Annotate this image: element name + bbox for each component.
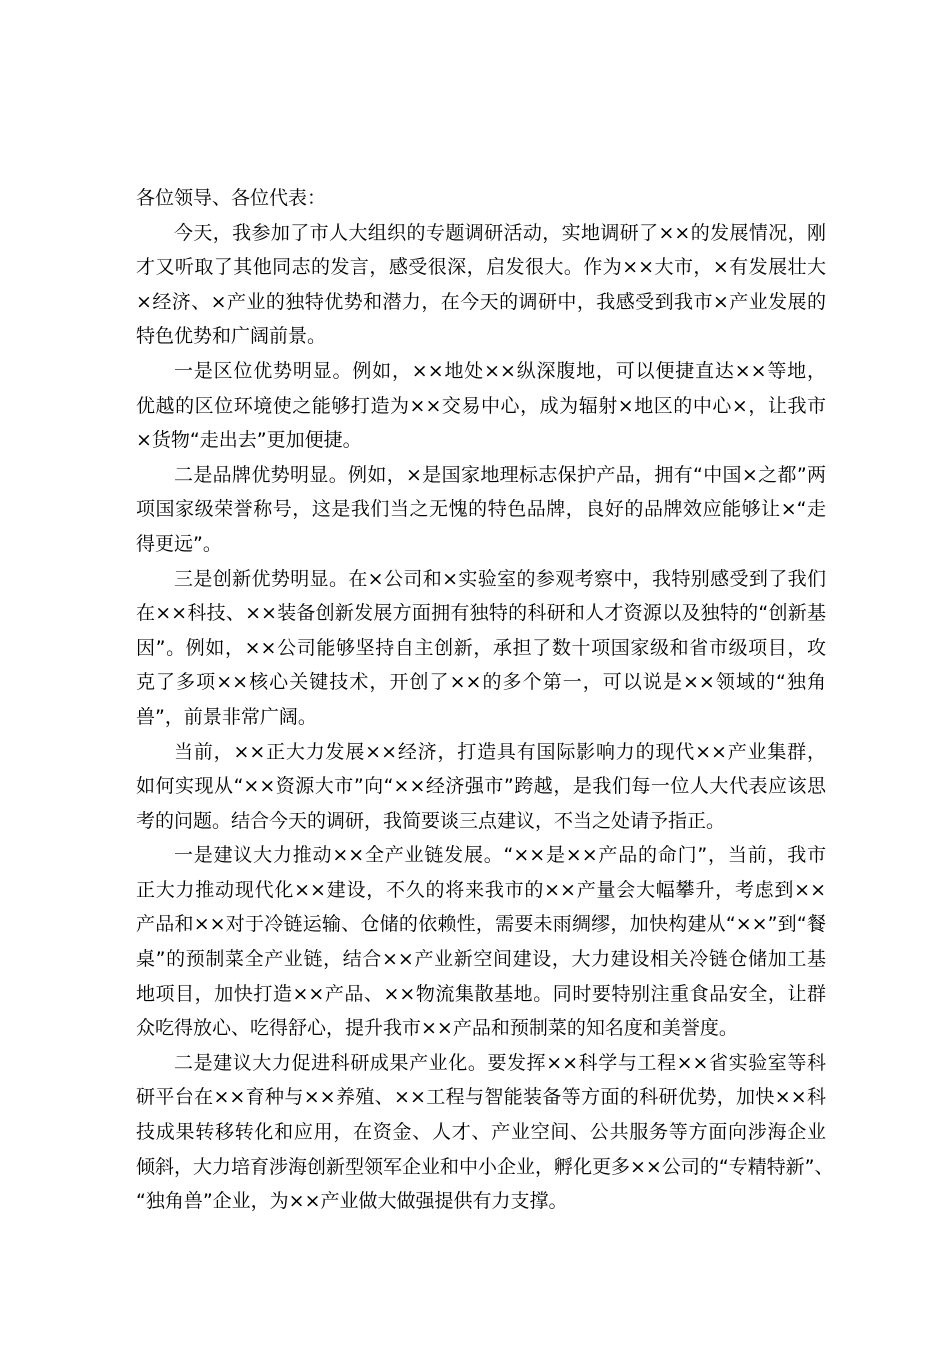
paragraph-transition (136, 735, 826, 839)
text-line: ×经济、×产业的独特优势和潜力，在今天的调研中，我感受到我市×产业发展的 (136, 290, 826, 313)
text-line: 因”。例如，××公司能够坚持自主创新，承担了数十项国家级和省市级项目，攻 (136, 636, 826, 659)
text-line: 才又听取了其他同志的发言，感受很深，启发很大。作为××大市，×有发展壮大 (136, 256, 826, 279)
text-line: 一是区位优势明显。例如，××地处××纵深腹地，可以便捷直达××等地， (174, 359, 826, 382)
paragraph-brand-advantage (136, 458, 826, 562)
salutation: 各位领导、各位代表： (136, 187, 327, 209)
text-line: 考的问题。结合今天的调研，我简要谈三点建议，不当之处请予指正。 (136, 809, 726, 832)
speech-body (136, 181, 834, 1219)
text-line: 克了多项××核心关键技术，开创了××的多个第一，可以说是××领域的“独角 (136, 671, 826, 694)
paragraph-suggestion-one (136, 838, 826, 1046)
text-line: 今天，我参加了市人大组织的专题调研活动，实地调研了××的发展情况，刚 (174, 221, 826, 244)
text-line: 当前，××正大力发展××经济，打造具有国际影响力的现代××产业集群， (174, 740, 826, 763)
text-line: 产品和××对于冷链运输、仓储的依赖性，需要未雨绸缪，加快构建从“××”到“餐 (136, 913, 826, 936)
text-line: “独角兽”企业，为××产业做大做强提供有力支撑。 (136, 1190, 568, 1213)
text-line: 项国家级荣誉称号，这是我们当之无愧的特色品牌，良好的品牌效应能够让×“走 (136, 498, 826, 521)
text-line: 技成果转移转化和应用，在资金、人才、产业空间、公共服务等方面向涉海企业 (136, 1121, 826, 1144)
paragraph-opening (136, 216, 826, 354)
text-line: 特色优势和广阔前景。 (136, 325, 327, 348)
text-line: 三是创新优势明显。在×公司和×实验室的参观考察中，我特别感受到了我们 (174, 567, 826, 590)
text-line: 研平台在××育种与××养殖、××工程与智能装备等方面的科研优势，加快××科 (136, 1086, 826, 1109)
text-line: 在××科技、××装备创新发展方面拥有独特的科研和人才资源以及独特的“创新基 (136, 602, 826, 625)
text-line: 二是建议大力促进科研成果产业化。要发挥××科学与工程××省实验室等科 (174, 1051, 826, 1074)
text-line: 地项目，加快打造××产品、××物流集散基地。同时要特别注重食品安全，让群 (136, 982, 826, 1005)
text-line: ×货物“走出去”更加便捷。 (136, 429, 362, 452)
paragraph-location-advantage (136, 354, 826, 458)
text-line: 倾斜，大力培育涉海创新型领军企业和中小企业，孵化更多××公司的“专精特新”、 (136, 1155, 834, 1178)
paragraph-innovation-advantage (136, 562, 826, 735)
text-line: 兽”，前景非常广阔。 (136, 705, 317, 728)
text-line: 一是建议大力推动××全产业链发展。“××是××产品的命门”，当前，我市 (174, 844, 826, 867)
text-line: 优越的区位环境使之能够打造为××交易中心，成为辐射×地区的中心×，让我市 (136, 394, 826, 417)
text-line: 如何实现从“××资源大市”向“××经济强市”跨越，是我们每一位人大代表应该思 (136, 775, 826, 798)
text-line: 二是品牌优势明显。例如，×是国家地理标志保护产品，拥有“中国×之都”两 (174, 463, 826, 486)
text-line: 得更远”。 (136, 532, 222, 555)
text-line: 众吃得放心、吃得舒心，提升我市××产品和预制菜的知名度和美誉度。 (136, 1017, 738, 1040)
text-line: 桌”的预制菜全产业链，结合××产业新空间建设，大力建设相关冷链仓储加工基 (136, 948, 826, 971)
paragraph-suggestion-two (136, 1046, 834, 1219)
text-line: 正大力推动现代化××建设，不久的将来我市的××产量会大幅攀升，考虑到×× (136, 878, 826, 901)
